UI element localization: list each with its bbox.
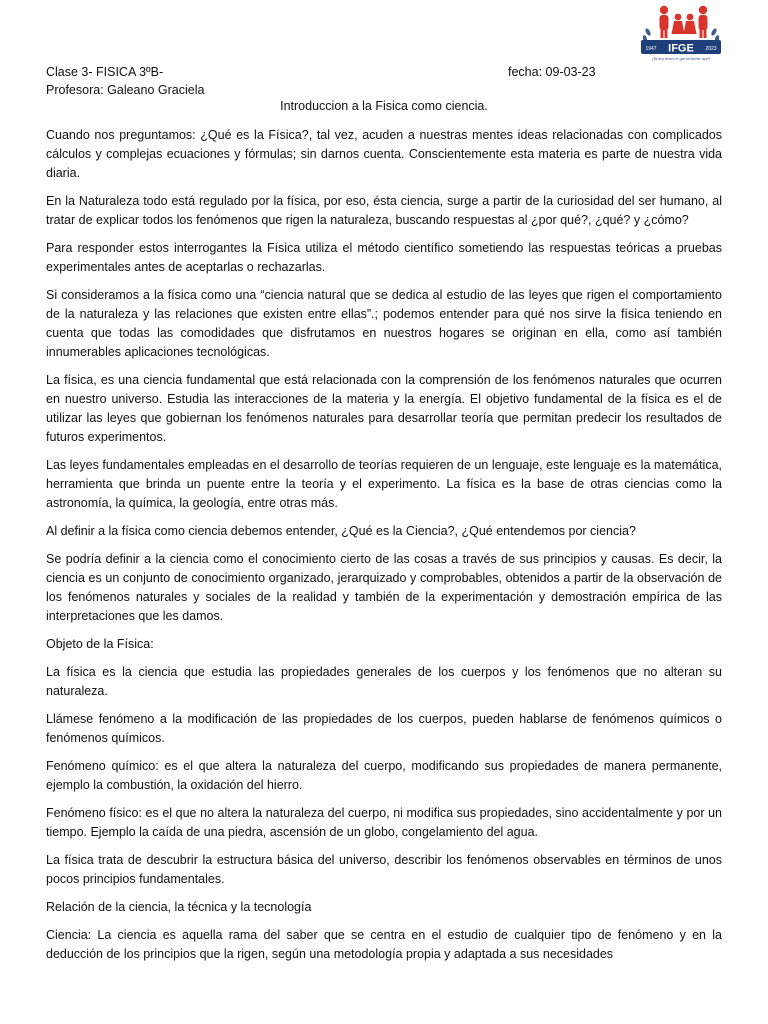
class-line: Clase 3- FISICA 3ºB-: [46, 65, 164, 79]
school-logo: [634, 2, 728, 64]
paragraph-natural-science: Si consideramos a la física como una “ciencia natural que se dedica al estudio de las leyes que rigen el comportamiento de la naturaleza y las relaciones que existen entre ellas”.; podemos entender para qué nos sirve la física teniendo en cuenta que todas las comodidades que disfrutamos en nuestros hogares se originan en ella, como así también innumerables aplicaciones tecnológicas.: [46, 288, 722, 359]
paragraph-basic-structure: La física trata de descubrir la estructura básica del universo, describir los fenómenos observables en términos de unos pocos principios fundamentales.: [46, 853, 722, 886]
paragraph-intro: Cuando nos preguntamos: ¿Qué es la Física?, tal vez, acuden a nuestras mentes ideas relacionadas con complicados cálculos y complejas ecuaciones y fórmulas; sin darnos cuenta. Conscientemente esta materia es parte de nuestra vida diaria.: [46, 128, 722, 180]
logo-year-right: 2023: [705, 46, 717, 52]
paragraph-chemical-phenomenon: Fenómeno químico: es el que altera la naturaleza del cuerpo, modificando sus propiedades de manera permanente, ejemplo la combustión, la oxidación del hierro.: [46, 759, 722, 792]
paragraph-scientific-method: Para responder estos interrogantes la Física utiliza el método científico sometiendo las respuestas teóricas a pruebas experimentales antes de aceptarlas o rechazarlas.: [46, 241, 722, 274]
logo-year-left: 1947: [645, 46, 657, 52]
teacher-line: Profesora: Galeano Graciela: [46, 83, 205, 97]
date-line: fecha: 09-03-23: [508, 65, 596, 79]
paragraph-phenomenon: Llámese fenómeno a la modificación de las propiedades de los cuerpos, pueden hablarse de fenómenos químicos o fenómenos químicos.: [46, 712, 722, 745]
section-heading-object: Objeto de la Física:: [46, 637, 154, 651]
paragraph-science-definition: Se podría definir a la ciencia como el conocimiento cierto de las cosas a través de sus principios y causas. Es decir, la ciencia es un conjunto de conocimiento organizado, jerarquizado y comprobables, obtenidos a partir de la observación de los fenómenos naturales y sociales de la realidad y también de la experimentación y demostración empírica de las interpretaciones que les damos.: [46, 552, 722, 623]
paragraph-object: La física es la ciencia que estudia las propiedades generales de los cuerpos y los fenómenos que no alteran su naturaleza.: [46, 665, 722, 698]
family-figures: [660, 6, 708, 38]
document-title: Introduccion a la Fisica como ciencia.: [280, 99, 488, 113]
logo-motto: ¡Tú hoy tienes lo que tú hiciste ayer!: [651, 56, 711, 61]
paragraph-physical-phenomenon: Fenómeno físico: es el que no altera la naturaleza del cuerpo, ni modifica sus propiedades, sino accidentalmente y por un tiempo. Ejemplo la caída de una piedra, ascensión de un globo, congelamiento del agua.: [46, 806, 722, 839]
document-body: [46, 126, 722, 973]
paragraph-nature: En la Naturaleza todo está regulado por la física, por eso, ésta ciencia, surge a partir de la curiosidad del ser humano, al tratar de explicar todos los fenómenos que rigen la naturaleza, buscando respuestas al ¿por qué?, ¿qué? y ¿cómo?: [46, 194, 722, 227]
paragraph-mathematics: Las leyes fundamentales empleadas en el desarrollo de teorías requieren de un lenguaje, este lenguaje es la matemática, herramienta que brinda un puente entre la teoría y el experimento. La física es la base de otras ciencias como la astronomía, la química, la geología, entre otras más.: [46, 458, 722, 510]
paragraph-science-branch: Ciencia: La ciencia es aquella rama del saber que se centra en el estudio de cualquier tipo de fenómeno y en la deducción de los principios que la rigen, según una metodología propia y adaptada a sus necesidades: [46, 928, 722, 961]
logo-brand-text: IFGE: [668, 42, 694, 55]
section-heading-relation: Relación de la ciencia, la técnica y la tecnología: [46, 900, 312, 914]
paragraph-what-is-science: Al definir a la física como ciencia debemos entender, ¿Qué es la Ciencia?, ¿Qué entendemos por ciencia?: [46, 524, 636, 538]
paragraph-fundamental-science: La física, es una ciencia fundamental que está relacionada con la comprensión de los fenómenos naturales que ocurren en nuestro universo. Estudia las interacciones de la materia y la energía. El objetivo fundamental de la física es el de utilizar las leyes que gobiernan los fenómenos naturales para desarrollar teoría que permitan predecir los resultados de futuros experimentos.: [46, 373, 722, 444]
